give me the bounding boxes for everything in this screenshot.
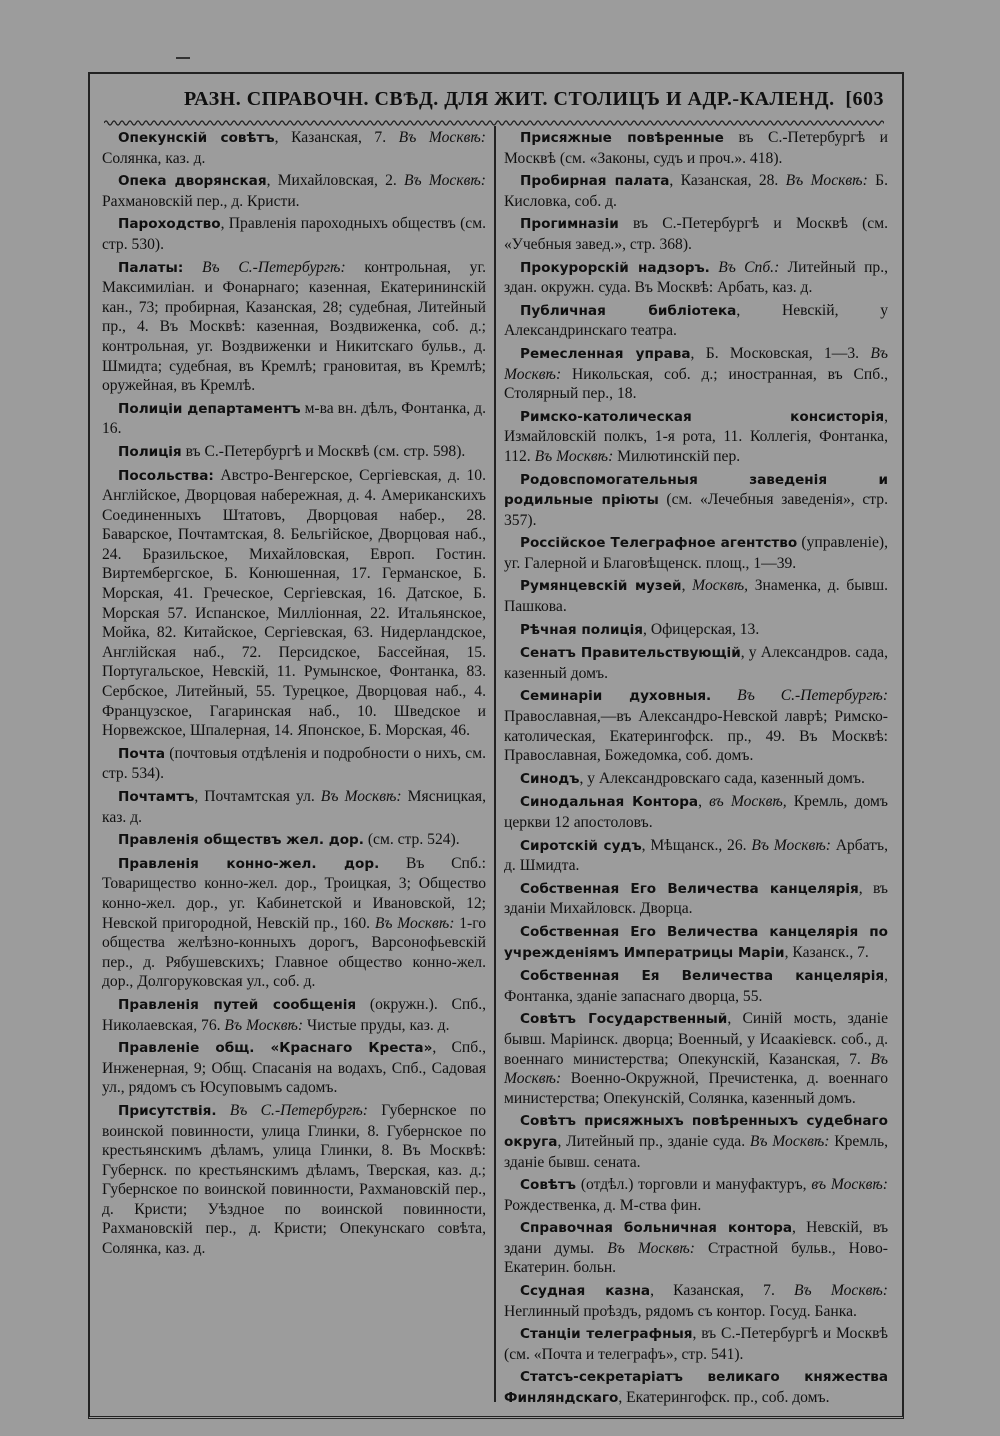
directory-entry <box>102 854 486 992</box>
directory-entry <box>504 643 888 683</box>
entry-heading: Собственная Ея Величества канцелярія <box>520 968 885 985</box>
entry-heading: Станціи телеграфныя <box>520 1326 693 1343</box>
entry-text: Рахмановскій пер., д. Кристи. <box>102 192 300 210</box>
directory-entry <box>504 769 888 790</box>
entry-text: , Спб., Инженерная, 9; Общ. Спасанія на водахъ, Спб., Садовая ул., рядомъ съ Юсуповымъ садомъ. <box>102 1039 486 1097</box>
entry-heading: Рѣчная полиція <box>520 621 644 638</box>
directory-entry <box>504 301 888 341</box>
entry-text <box>710 259 718 276</box>
directory-entry <box>102 995 486 1035</box>
entry-text: , Казанская, 28. <box>669 172 786 190</box>
entry-text: , въ зданіи Михайловск. Дворца. <box>504 879 888 918</box>
entry-text: Кремль, зданіе бывш. сената. <box>504 1132 888 1171</box>
entry-heading: Румянцевскій музей <box>520 578 682 595</box>
running-title: РАЗН. СПРАВОЧН. СВѢД. ДЛЯ ЖИТ. СТОЛИЦЪ И АДР.-КАЛЕНД. <box>184 88 835 110</box>
entry-text: (см. стр. 524). <box>363 831 460 849</box>
entry-location: въ Москвѣ, <box>709 793 787 811</box>
entry-text: , Синій мость, зданіе бывш. Маріинск. дворца; Военный, у Исаакіевск. соб., д. военнаго министерства; Опекунскій, Казанская, 7. <box>504 1010 888 1068</box>
directory-entry <box>102 830 486 851</box>
directory-entry <box>504 792 888 832</box>
page-mark <box>176 57 190 59</box>
entry-text: , у Александров. сада, казенный домъ. <box>504 644 888 682</box>
directory-entry <box>504 407 888 467</box>
entry-heading: Правленіе общ. «Краснаго Креста» <box>118 1040 433 1057</box>
directory-entry <box>504 258 888 298</box>
entry-text: , Б. Московская, 1—3. <box>690 344 871 362</box>
entry-location: Москвѣ, <box>692 577 749 595</box>
page-header <box>184 88 884 118</box>
entry-text: Мясницкая, каз. д. <box>102 788 486 826</box>
directory-entry <box>102 442 486 463</box>
entry-location: Въ С.-Петербургѣ: <box>229 1101 368 1119</box>
directory-entry <box>102 744 486 784</box>
directory-entry <box>102 466 486 741</box>
directory-entry <box>504 1324 888 1364</box>
entry-heading: Посольства: <box>118 467 214 484</box>
entry-heading: Правленія обществъ жел. дор. <box>118 832 364 849</box>
entry-location: Въ Москвѣ: <box>504 344 888 383</box>
directory-entry <box>504 1281 888 1321</box>
entry-text: въ С.-Петербургѣ и Москвѣ (см. стр. 598). <box>181 442 466 460</box>
entry-text <box>217 1102 230 1119</box>
entry-heading: Почта <box>118 745 166 762</box>
entry-text: (управленіе), уг. Галерной и Благовѣщенск. площ., 1—39. <box>504 534 888 572</box>
entry-heading: Россійское Телеграфное агентство <box>520 535 798 552</box>
entry-text: Австро-Венгерское, Сергіевская, д. 10. Англійское, Дворцовая набережная, д. 4. Американскихъ Соединенныхъ Штатовъ, Дворцовая набер., 28. Баварское, Почтамтская, 8. Бельгійское, Дворцовая наб., 24. Бразильское, Михайловская, Европ. Гостин. Виртембергское, Б. Конюшенная, 17. Германское, Б. Морская, 41. Греческое, Сергіевская, 16. Датское, Б. Морская 57. Испанское, Милліонная, 22. Итальянское, Мойка, 82. Китайское, Сергіевская, 63. Нидерландское, Англійская наб., 72. Персидское, Бассейная, 15. Португальское, Невскій, 11. Румынское, Фонтанка, 83. Сербское, Литейный, 55. Турецкое, Дворцовая наб., 4. Французское, Гагаринская наб., 10. Шведское и Норвежское, Шпалерная, 14. Японское, Б. Морская, 46. <box>102 466 486 740</box>
entry-text: (отдѣл.) торговли и мануфактуръ, <box>576 1176 812 1194</box>
entry-heading: Собственная Его Величества канцелярія по учрежденіямъ Императрицы Маріи <box>504 923 888 961</box>
directory-entry <box>504 470 888 531</box>
entry-text: Чистые пруды, каз. д. <box>303 1016 450 1034</box>
entry-heading: Семинаріи духовныя. <box>520 688 712 705</box>
entry-heading: Присутствія. <box>118 1102 217 1119</box>
entry-text: Военно-Окружной, Пречистенка, д. военнаго министерства; Опекунскій, Солянка, казенный домъ. <box>504 1070 888 1107</box>
directory-entry <box>504 214 888 254</box>
entry-text: Литейный пр., здан. окружн. суда. Въ Москвѣ: Арбать, каз. д. <box>504 258 889 297</box>
entry-heading: Сенатъ Правительствующій <box>520 645 741 662</box>
entry-text: , Казанская, 7. <box>274 129 399 146</box>
directory-entry <box>504 1218 888 1278</box>
entry-text: , Литейный пр., зданіе суда. <box>557 1132 750 1150</box>
entry-text: въ С.-Петербургѣ и Москвѣ (см. «Учебныя завед.», стр. 368). <box>504 215 888 253</box>
entry-text: м-ва вн. дѣлъ, Фонтанка, д. 16. <box>102 399 486 438</box>
entry-text: , Правленія пароходныхъ обществъ (см. стр. 530). <box>102 215 486 253</box>
entry-text: Страстной бульв., Ново-Екатерин. больн. <box>504 1239 888 1277</box>
entry-text: Арбатъ, д. Шмидта. <box>504 836 889 875</box>
entry-heading: Палаты: <box>118 259 184 276</box>
entry-location: Въ Москвѣ: <box>224 1016 304 1034</box>
entry-text: Знаменка, д. бывш. Пашкова. <box>504 577 888 616</box>
entry-heading: Сиротскій судъ <box>520 837 642 854</box>
entry-heading: Прокурорскій надзоръ. <box>520 259 710 276</box>
directory-entry <box>102 1101 486 1259</box>
directory-entry <box>504 1175 888 1215</box>
directory-entry <box>504 128 888 168</box>
column-divider <box>494 126 496 1402</box>
entry-heading: Ремесленная управа <box>520 345 691 362</box>
right-column <box>504 128 888 1412</box>
entry-location: Въ Москвѣ: <box>607 1239 695 1257</box>
directory-entry <box>504 966 888 1006</box>
entry-text: Кремль, домъ церкви 12 апостоловъ. <box>504 793 888 831</box>
entry-heading: Совѣтъ Государственный <box>520 1011 728 1028</box>
entry-heading: Родовспомогательныя заведенія и родильные пріюты <box>504 471 888 509</box>
directory-entry <box>504 576 888 616</box>
entry-text: Солянка, каз. д. <box>102 149 206 167</box>
entry-text <box>711 687 737 704</box>
entry-location: Въ Москвѣ: <box>534 447 614 465</box>
entry-text <box>183 259 202 276</box>
entry-text: Губернское по воинской повинности, улица Глинки, 8. Губернское по крестьянскимъ дѣламъ, улица Глинки, 8. Въ Москвѣ: Губернск. по крестьянскимъ дѣламъ, Тверская, каз. д.; Губернское по воинской повинности, Рахмановскій пер., д. Кристи; Уѣздное по воинской повинности, Рахмановскій пер., д. Кристи; Опекунскаго совѣта, Солянка, каз. д. <box>102 1101 486 1258</box>
entry-heading: Статсъ-секретаріатъ великаго княжества Финляндскаго <box>504 1369 888 1407</box>
entry-location: Въ Спб.: <box>718 258 780 276</box>
directory-entry <box>504 533 888 573</box>
entry-text: Въ Спб.: Товарищество конно-жел. дор., Троицкая, 3; Общество конно-жел. дор., уг. Кабинетской и Ивановской, 12; Невской пригородной, Невскій пр., 160. <box>102 854 486 932</box>
entry-text: , Невскій, у Александринскаго театра. <box>504 301 888 340</box>
directory-entry <box>102 258 486 396</box>
entry-heading: Правленія конно-жел. дор. <box>118 855 380 872</box>
directory-entry <box>504 922 888 963</box>
entry-heading: Опека дворянская <box>118 173 267 190</box>
entry-heading: Синодъ <box>520 770 580 787</box>
entry-location: Въ Москвѣ: <box>398 129 486 146</box>
entry-location: Въ Москвѣ: <box>374 914 455 932</box>
directory-entry <box>504 620 888 641</box>
entry-text: въ С.-Петербургѣ и Москвѣ (см. «Законы, судъ и проч.». 418). <box>504 129 888 167</box>
entry-text: , Михайловская, 2. <box>266 172 404 190</box>
entry-text: , Мѣщанск., 26. <box>641 836 752 854</box>
left-column <box>102 128 486 1262</box>
entry-location: Въ С.-Петербургѣ: <box>202 258 346 276</box>
entry-text: , <box>698 793 710 811</box>
entry-heading: Прогимназіи <box>520 216 619 233</box>
entry-heading: Пароходство <box>118 216 221 233</box>
entry-heading: Синодальная Контора <box>520 794 699 811</box>
entry-heading: Совѣтъ <box>520 1177 577 1194</box>
entry-text: Православная,—въ Александро-Невской лаврѣ; Римско-католическая, Екатерингофск. пр., 49. Въ Москвѣ: Православная, Божедомка, соб. домъ. <box>504 708 888 765</box>
directory-entry <box>504 1111 888 1172</box>
entry-location: Въ Москвѣ: <box>749 1132 830 1150</box>
entry-location: Въ Москвѣ: <box>794 1282 888 1300</box>
directory-entry <box>102 128 486 168</box>
entry-heading: Публичная библіотека <box>520 302 737 319</box>
entry-text: , Фонтанка, зданіе запаснаго дворца, 55. <box>504 967 888 1005</box>
entry-text: , у Александровскаго сада, казенный домъ. <box>579 769 865 787</box>
directory-entry <box>504 171 888 211</box>
entry-text: Неглинный проѣздъ, рядомъ съ контор. Госуд. Банка. <box>504 1302 857 1320</box>
entry-text: , Невскій, въ здани думы. <box>504 1219 889 1257</box>
entry-heading: Совѣтъ присяжныхъ повѣренныхъ судебнаго округа <box>504 1113 888 1150</box>
entry-text: (см. «Лечебныя заведенія», стр. 357). <box>504 491 888 529</box>
entry-location: Въ Москвѣ: <box>404 172 486 190</box>
entry-heading: Полиція <box>118 443 182 460</box>
directory-entry <box>504 344 888 404</box>
entry-location: Въ Москвѣ: <box>504 1050 888 1088</box>
directory-entry <box>102 1038 486 1098</box>
entry-text: , въ С.-Петербургѣ и Москвѣ (см. «Почта и телеграфъ», стр. 541). <box>504 1325 888 1363</box>
entry-text: Никольская, соб. д.; иностранная, въ Спб., Столярный пер., 18. <box>504 365 888 403</box>
entry-heading: Почтамтъ <box>118 789 195 805</box>
directory-entry <box>504 879 888 919</box>
entry-heading: Присяжные повѣренные <box>520 130 724 146</box>
entry-heading: Опекунскій совѣтъ <box>118 130 275 146</box>
entry-heading: Правленія путей сообщенія <box>118 996 357 1013</box>
directory-entry <box>102 171 486 211</box>
directory-entry <box>504 686 888 765</box>
entry-text: контрольная, уг. Максимиліан. и Фонарнаго; казенная, Екатерининскій кан., 73; пробирная, Казанская, 28; судебная, Литейный пр., 4. Въ Москвѣ: казенная, Воздвиженка, соб. д.; контрольная, уг. Воздвиженки и Никитскаго бульв., д. Шмидта; судебная, въ Кремлѣ; грановитая, въ Кремлѣ; оружейная, въ Кремлѣ. <box>102 258 486 395</box>
entry-heading: Ссудная казна <box>520 1283 651 1300</box>
entry-text: (почтовыя отдѣленія и подробности о нихъ, см. стр. 534). <box>102 744 486 783</box>
entry-text: , Почтамтская ул. <box>194 788 321 805</box>
entry-location: Въ Москвѣ: <box>320 788 402 805</box>
entry-text: 1-го общества желѣзно-конныхъ дорогъ, Варсонофьевскій пер., д. Рябушевскихъ; Главное общество конно-жел. дор., Долгоруковская ул., соб. д. <box>102 914 487 991</box>
entry-heading: Пробирная палата <box>520 173 670 190</box>
entry-text: , Казанская, 7. <box>650 1282 795 1300</box>
entry-location: Въ Москвѣ: <box>751 836 831 854</box>
entry-heading: Собственная Его Величества канцелярія <box>520 880 859 897</box>
entry-text: , Екатерингофск. пр., соб. домъ. <box>618 1389 830 1407</box>
entry-text: , Офицерская, 13. <box>643 620 760 638</box>
entry-location: въ Москвѣ: <box>811 1176 889 1194</box>
entry-text: Б. Кисловка, соб. д. <box>504 172 888 210</box>
entry-text: , <box>681 577 693 595</box>
entry-text: , Измайловскій полкъ, 1-я рота, 11. Коллегія, Фонтанка, 112. <box>504 407 888 465</box>
directory-entry <box>102 787 486 827</box>
entry-text: (окружн.). Спб., Николаевская, 76. <box>102 995 486 1034</box>
entry-text: Рождественка, д. М-ства фин. <box>504 1196 702 1214</box>
directory-entry <box>102 399 486 439</box>
entry-location: Въ С.-Петербургѣ: <box>737 687 889 705</box>
page-number: [603 <box>845 88 884 110</box>
entry-location: Въ Москвѣ: <box>785 172 868 190</box>
entry-heading: Полиціи департаментъ <box>118 400 301 417</box>
entry-heading: Справочная больничная контора <box>520 1220 793 1237</box>
entry-heading: Римско-католическая консисторія <box>520 408 885 425</box>
entry-text: Милютинскій пер. <box>613 447 741 465</box>
directory-entry <box>504 1367 888 1408</box>
entry-text: , Казанск., 7. <box>784 943 869 961</box>
directory-entry <box>102 214 486 254</box>
directory-entry <box>504 836 888 876</box>
directory-entry <box>504 1009 888 1108</box>
